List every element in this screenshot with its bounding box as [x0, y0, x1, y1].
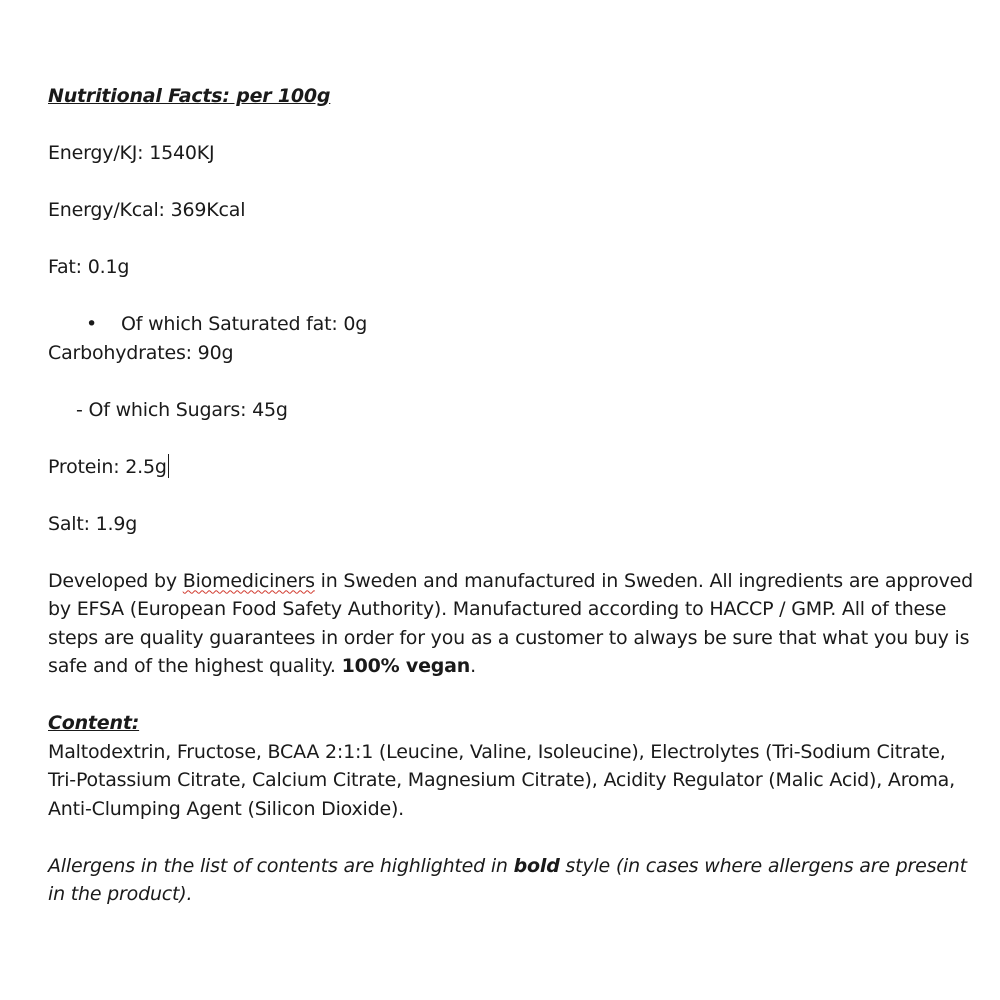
content-ingredients: Maltodextrin, Fructose, BCAA 2:1:1 (Leucine, Valine, Isoleucine), Electrolytes (Tri-Sodium Citrate, Tri-Potassium Citrate, Calcium Citrate, Magnesium Citrate), Acidity Regulator (Malic Acid), Aroma, Anti-Clumping Agent (Silicon Dioxide).: [48, 740, 955, 820]
bullet-icon: •: [86, 313, 98, 335]
spacer: [48, 424, 978, 453]
fat-line: Fat: 0.1g: [48, 256, 130, 278]
description-paragraph: [48, 567, 978, 681]
text-cursor: [168, 454, 170, 478]
energy-kcal-line: Energy/Kcal: 369Kcal: [48, 199, 246, 221]
allergens-note: [48, 852, 978, 909]
content-heading: Content:: [48, 712, 140, 734]
energy-kj-line: Energy/KJ: 1540KJ: [48, 142, 215, 164]
spacer: [48, 481, 978, 510]
spacer: [48, 681, 978, 710]
salt-line: Salt: 1.9g: [48, 512, 138, 535]
spacer: [48, 111, 978, 140]
nutrition-heading: Nutritional Facts: per 100g: [48, 85, 331, 107]
protein-text: Protein: 2.5g: [48, 455, 167, 478]
spacer: [48, 225, 978, 254]
allergens-text-end: style (in cases where allergens are present in the product).: [48, 854, 967, 905]
allergens-bold-word: bold: [513, 854, 560, 877]
saturated-fat-list-item: [48, 310, 978, 339]
protein-line[interactable]: [48, 453, 978, 482]
vegan-claim: 100% vegan: [341, 655, 471, 677]
description-text-body: in Sweden and manufactured in Sweden. All ingredients are approved by EFSA (European Food Safety Authority). Manufactured according to HACCP / GMP. All of these steps are quality guarantees in order for you as a customer to always be sure that what you buy is safe and of the highest quality.: [48, 569, 973, 677]
spacer: [48, 168, 978, 197]
spacer: [48, 367, 978, 396]
spacer: [48, 282, 978, 311]
carbohydrates-line: Carbohydrates: 90g: [48, 341, 234, 364]
brand-name-misspelled[interactable]: Biomediciners: [182, 569, 315, 592]
spacer: [48, 538, 978, 567]
document-page[interactable]: [48, 82, 978, 909]
sugars-line: - Of which Sugars: 45g: [76, 398, 288, 421]
description-text-end: .: [470, 655, 476, 677]
spacer: [48, 823, 978, 852]
allergens-text-start: Allergens in the list of contents are highlighted in: [48, 854, 514, 877]
description-text-start: Developed by: [48, 569, 183, 592]
saturated-fat-text: Of which Saturated fat: 0g: [121, 313, 368, 335]
